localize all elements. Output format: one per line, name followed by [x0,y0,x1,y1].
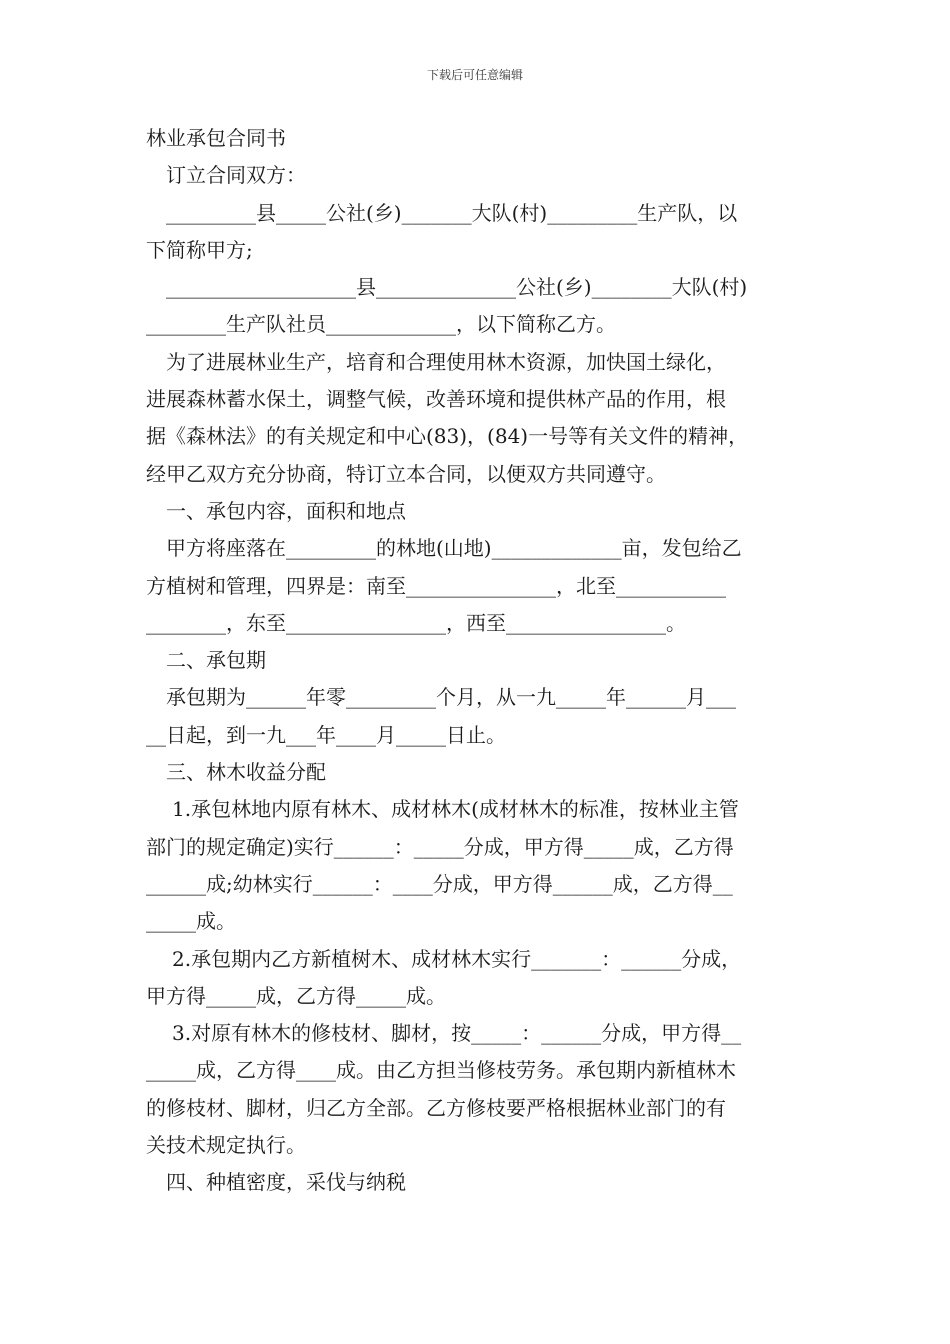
clause-3-1-line-4: _____成。 [146,909,236,934]
section-1-heading: 一、承包内容，面积和地点 [166,498,406,523]
document-title: 林业承包合同书 [146,126,286,150]
party-a-line-1: _________县_____公社(乡)_______大队(村)_________生产队，以 [166,200,738,225]
section-1-line-1: 甲方将座落在_________的林地(山地)_____________亩，发包给乙 [166,536,742,561]
section-1-line-3: ________，东至________________，西至________________。 [146,610,686,635]
clause-3-2-line-1: 2.承包期内乙方新植树木、成材林木实行_______：______分成， [172,946,742,971]
clause-3-1-line-1: 1.承包林地内原有林木、成材林木(成材林木的标准，按林业主管 [172,797,739,822]
parties-heading: 订立合同双方： [166,163,306,188]
party-a-line-2: 下简称甲方; [146,237,253,262]
clause-3-1-line-3: ______成;幼林实行______：____分成，甲方得______成，乙方得__ [146,871,733,896]
preamble-line-3: 据《森林法》的有关规定和中心(83)，(84)一号等有关文件的精神， [146,424,749,449]
section-2-line-2: __日起，到一九___年____月_____日止。 [146,722,506,747]
section-2-heading: 二、承包期 [166,648,266,673]
preamble-line-1: 为了进展林业生产，培育和合理使用林木资源，加快国土绿化， [166,349,726,374]
section-2-line-1: 承包期为______年零_________个月，从一九_____年______月___ [166,685,736,710]
contract-body [146,120,808,1202]
clause-3-1-line-2: 部门的规定确定)实行______：_____分成，甲方得_____成，乙方得 [146,834,734,859]
clause-3-3-line-2: _____成，乙方得____成。由乙方担当修枝劳务。承包期内新植林木 [146,1058,736,1083]
page-header-note: 下载后可任意编辑 [426,68,523,82]
party-b-line-1: ___________________县______________公社(乡)________大队(村) [166,275,748,300]
preamble-line-4: 经甲乙双方充分协商，特订立本合同，以便双方共同遵守。 [146,461,666,486]
clause-3-3-line-3: 的修枝材、脚材，归乙方全部。乙方修枝要严格根据林业部门的有 [146,1095,726,1120]
clause-3-2-line-2: 甲方得_____成，乙方得_____成。 [146,983,446,1008]
section-4-heading: 四、种植密度，采伐与纳税 [166,1170,406,1195]
clause-3-3-line-1: 3.对原有林木的修枝材、脚材，按_____：______分成，甲方得__ [172,1021,742,1046]
section-1-line-2: 方植树和管理，四界是：南至_______________，北至___________ [146,573,726,598]
section-3-heading: 三、林木收益分配 [166,760,326,785]
party-b-line-2: ________生产队社员_____________，以下简称乙方。 [146,312,616,337]
preamble-line-2: 进展森林蓄水保土，调整气候，改善环境和提供林产品的作用，根 [146,387,726,412]
clause-3-3-line-4: 关技术规定执行。 [146,1133,306,1158]
